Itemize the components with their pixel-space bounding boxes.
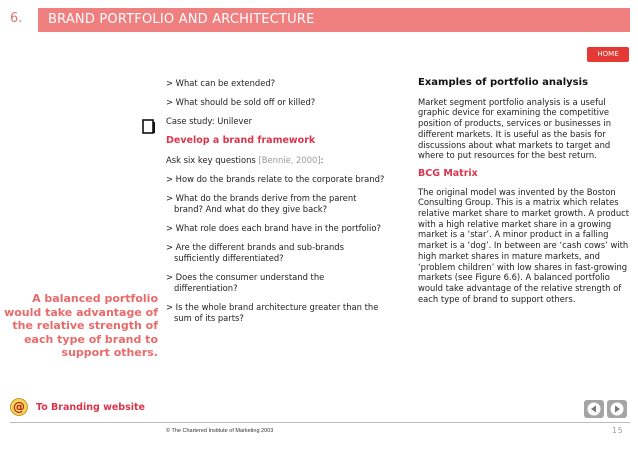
question-item: > Is the whole brand architecture greater than the sum of its parts? bbox=[166, 302, 379, 323]
branding-website-link[interactable] bbox=[10, 398, 145, 416]
ask-questions-text bbox=[166, 155, 386, 166]
bcg-matrix-paragraph: The original model was invented by the Boston Consulting Group. This is a matrix which relates relative market share to market growth. A product with a high relative market share in a growing market is a ‘star’. A minor product in a falling market is a ‘dog’. In between are ‘cash cows’ with high market shares in mature markets, and ‘problem children’ with low shares in fast-growing markets (see Figure 6.6). A balanced portfolio would take advantage of the relative strength of each type of brand to support others. bbox=[418, 186, 630, 304]
arrow-right-icon bbox=[610, 402, 624, 416]
ask-text: Ask six key questions bbox=[166, 155, 256, 165]
at-icon bbox=[10, 398, 28, 416]
question-item: > How do the brands relate to the corporate brand? bbox=[166, 174, 385, 184]
home-button[interactable]: HOME bbox=[587, 47, 629, 62]
question-item: > What role does each brand have in the portfolio? bbox=[166, 223, 381, 233]
book-icon bbox=[142, 119, 156, 134]
portfolio-analysis-column bbox=[418, 78, 630, 308]
case-study-link[interactable]: Case study: Unilever bbox=[166, 116, 253, 126]
key-questions-column bbox=[166, 78, 386, 324]
arrow-left-icon bbox=[587, 402, 601, 416]
portfolio-analysis-heading: Examples of portfolio analysis bbox=[418, 77, 589, 88]
pull-quote: A balanced portfolio would take advantage of the relative strength of each type of brand to support others. bbox=[4, 292, 158, 359]
page-number: 15 bbox=[612, 426, 624, 435]
branding-website-label: To Branding website bbox=[36, 401, 145, 413]
page-title: BRAND PORTFOLIO AND ARCHITECTURE bbox=[48, 12, 315, 27]
question-extended: > What can be extended? bbox=[166, 78, 276, 88]
question-sold: > What should be sold off or killed? bbox=[166, 97, 316, 107]
svg-text:@: @ bbox=[13, 400, 25, 414]
title-bar bbox=[38, 8, 630, 32]
framework-heading: Develop a brand framework bbox=[166, 135, 316, 146]
question-item: > Does the consumer understand the differentiation? bbox=[166, 272, 325, 293]
citation: [Bennie, 2000] bbox=[258, 155, 321, 165]
copyright-text: © The Chartered Institute of Marketing 2003 bbox=[166, 428, 274, 434]
footer-divider bbox=[10, 422, 630, 423]
next-page-button[interactable] bbox=[607, 400, 627, 418]
previous-page-button[interactable] bbox=[584, 400, 604, 418]
chapter-number: 6. bbox=[10, 11, 23, 26]
page-navigation bbox=[584, 400, 627, 418]
portfolio-analysis-paragraph: Market segment portfolio analysis is a useful graphic device for examining the competitive position of products, services or businesses in different markets. It is useful as the basis for discussions about what markets to target and where to put resources for the best return. bbox=[418, 96, 612, 161]
bcg-matrix-heading: BCG Matrix bbox=[418, 167, 478, 179]
question-item: > Are the different brands and sub-brands sufficiently differentiated? bbox=[166, 242, 344, 263]
question-item: > What do the brands derive from the parent brand? And what do they give back? bbox=[166, 193, 357, 214]
ask-colon: : bbox=[320, 155, 324, 165]
